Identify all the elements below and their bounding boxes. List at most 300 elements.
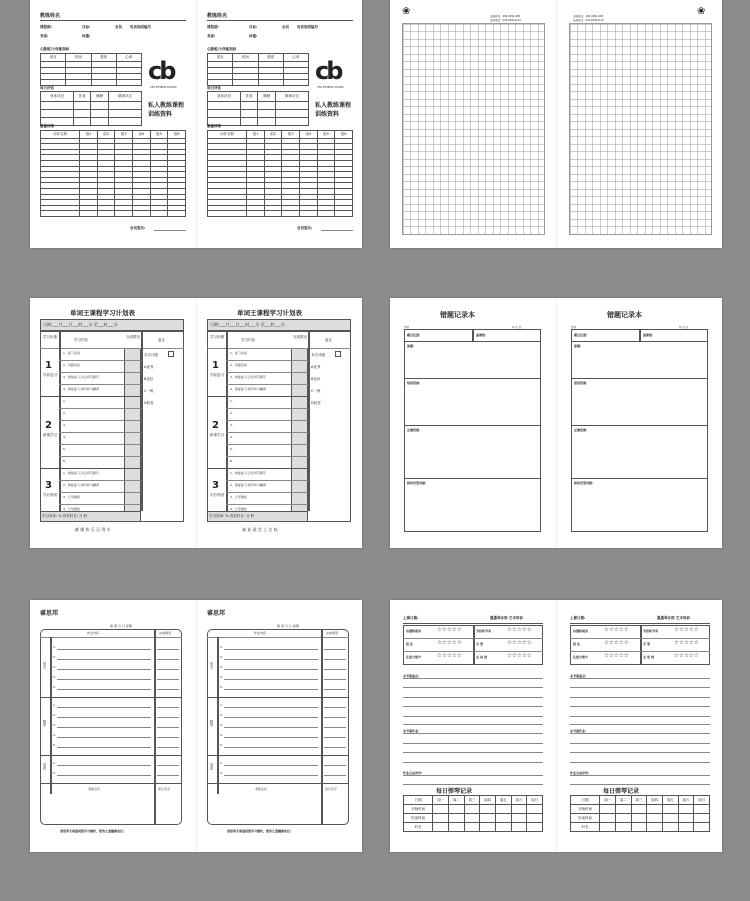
table-cell[interactable] (300, 211, 318, 217)
teacher-comment-label: 老师点评 (255, 787, 268, 791)
record-cell[interactable] (647, 823, 663, 832)
status-header: 完成情况 (326, 631, 339, 635)
table-cell[interactable] (283, 80, 308, 86)
rating-label: 节拍和节奏 (643, 629, 659, 633)
step-name: 学前复习 (43, 373, 57, 377)
record-cell[interactable] (527, 805, 543, 814)
cartoon-icon: ❀ (402, 6, 411, 17)
trainer-title: 教练姓名 (207, 13, 228, 19)
study-item: 1、复习旧词 (63, 351, 80, 355)
weight-training-table (40, 130, 186, 217)
study-item: 4、智能复习-拼写听力翻译 (230, 387, 266, 391)
table-cell[interactable] (41, 211, 80, 217)
weight-training-table (207, 130, 353, 217)
table-cell[interactable] (282, 211, 300, 217)
record-header: 周一 (433, 796, 449, 805)
program-subtitle: 训练资料 (315, 111, 340, 118)
star-rating[interactable]: ☆☆☆☆☆ (674, 627, 699, 633)
record-header: 周日 (694, 796, 710, 805)
content-header: 作业内容 (87, 631, 100, 635)
wrong-label: 错误答案: (574, 381, 588, 385)
table-header: 组3 (282, 131, 300, 139)
record-header: 周四 (647, 796, 663, 805)
eval-section-title: 每日评估 (207, 86, 221, 90)
table-cell[interactable] (150, 211, 168, 217)
record-cell[interactable] (616, 823, 632, 832)
record-cell[interactable] (449, 814, 465, 823)
similar-label: 相同类型再做: (574, 481, 594, 485)
table-header: 动作名称 (208, 131, 247, 139)
line-number: 2. (220, 655, 223, 659)
record-cell[interactable] (433, 823, 449, 832)
header-notes: 备注 (158, 338, 165, 342)
table-header: 强度 (258, 54, 283, 62)
line-number: 2. (53, 771, 56, 775)
practice-record-table (403, 795, 543, 832)
table-cell[interactable] (41, 102, 74, 110)
rating-label: 指 法 (573, 642, 581, 646)
table-cell[interactable] (80, 211, 98, 217)
date-line: 第 周 月 日 星期 (110, 624, 132, 628)
table-cell[interactable] (115, 211, 133, 217)
rating-option: C一般 (311, 389, 321, 393)
homework-label: 本节课作业: (403, 729, 420, 733)
study-item: 2、 (63, 411, 68, 415)
line-number: 4. (53, 675, 56, 679)
header-notes: 备注 (325, 338, 332, 342)
table-cell[interactable] (258, 80, 283, 86)
study-item: 1、 (230, 399, 235, 403)
piano-spread (390, 600, 722, 852)
record-cell[interactable] (480, 814, 496, 823)
program-title: 私人教练课程 (148, 102, 185, 109)
signature-label: 会员签名: (130, 226, 146, 230)
header-content: 学习内容 (241, 338, 255, 342)
class-date-label: 上课日期: (403, 616, 419, 620)
importance-label: 重要性: (476, 333, 487, 337)
star-rating[interactable]: ☆☆☆☆☆ (437, 653, 462, 659)
table-header: 心率 (116, 54, 141, 62)
brand-logo: 睿思邦 (207, 610, 226, 617)
table-cell[interactable] (317, 211, 335, 217)
error-book-page (556, 298, 722, 548)
error-book-spread (390, 298, 722, 548)
study-item: 1、 (63, 399, 68, 403)
record-cell[interactable] (527, 823, 543, 832)
footer-slogan: 睿思邦大家庭祝您学习愉快，您的儿童健康成长！ (60, 829, 127, 833)
rating-option: B良好 (144, 377, 154, 381)
signature-label: 会员签名: (297, 226, 313, 230)
record-cell[interactable] (480, 805, 496, 814)
table-cell[interactable] (208, 211, 247, 217)
table-header: 身体状况 (41, 92, 74, 102)
record-cell[interactable] (449, 823, 465, 832)
record-row-label: 时长 (404, 823, 433, 832)
table-cell[interactable] (41, 110, 74, 118)
subject-name: 英语 (210, 763, 214, 770)
record-cell[interactable] (511, 823, 527, 832)
subject-name: 语文 (210, 662, 214, 669)
record-cell[interactable] (464, 805, 480, 814)
star-rating[interactable]: ☆☆☆☆☆ (507, 640, 532, 646)
goal-label: 目标: (249, 25, 258, 29)
office-phone: 总部电话：010-64914112 (490, 19, 521, 22)
record-row-label: 开始时间 (404, 805, 433, 814)
step-number: 2 (212, 420, 219, 431)
table-cell[interactable] (133, 211, 151, 217)
rating-option: 本次评级 (311, 353, 325, 357)
record-cell[interactable] (662, 823, 678, 832)
header-step: 学习步骤 (43, 335, 57, 339)
record-cell[interactable] (678, 814, 694, 823)
record-cell[interactable] (616, 805, 632, 814)
record-header: 周一 (600, 796, 616, 805)
record-cell[interactable] (694, 823, 710, 832)
source-label: 题目位置: (407, 333, 421, 337)
table-cell[interactable] (66, 80, 91, 86)
table-header: 睡眠 (258, 92, 276, 102)
record-cell[interactable] (647, 805, 663, 814)
subject-label: 学科 (571, 326, 577, 329)
wrong-label: 错误答案: (407, 381, 421, 385)
table-header: 项目 (41, 54, 66, 62)
word-plan-spread (30, 298, 362, 548)
star-rating[interactable]: ☆☆☆☆☆ (437, 640, 462, 646)
question-label: 原题: (574, 344, 582, 348)
table-cell[interactable] (97, 211, 115, 217)
table-cell[interactable] (264, 211, 282, 217)
record-cell[interactable] (694, 805, 710, 814)
record-header: 周二 (616, 796, 632, 805)
line-number: 1. (220, 761, 223, 765)
rating-label: 识谱和视奏 (573, 629, 589, 633)
line-number: 4. (220, 733, 223, 737)
line-number: 5. (53, 743, 56, 747)
record-header: 周五 (495, 796, 511, 805)
table-header: 心率 (283, 54, 308, 62)
record-cell[interactable] (600, 823, 616, 832)
study-item: 6、 (63, 459, 68, 463)
rating-option: C一般 (144, 389, 154, 393)
star-rating[interactable]: ☆☆☆☆☆ (604, 627, 629, 633)
table-cell[interactable] (276, 110, 309, 118)
focus-label: 本节课重点: (403, 674, 420, 678)
fitness-page (30, 0, 196, 248)
table-cell[interactable] (208, 80, 233, 86)
table-header: 动作名称 (41, 131, 80, 139)
record-cell[interactable] (511, 805, 527, 814)
date-line: 第 周 月 日 星期 (277, 624, 299, 628)
table-header: 组6 (168, 131, 186, 139)
star-rating[interactable]: ☆☆☆☆☆ (604, 640, 629, 646)
table-header: 组1 (247, 131, 265, 139)
table-header: 项目 (208, 54, 233, 62)
rating-option: A优秀 (311, 365, 321, 369)
date-line: 日期:___月___日___时___分 至___时___分 (43, 322, 118, 327)
star-rating[interactable]: ☆☆☆☆☆ (507, 653, 532, 659)
weight-label: 体重: (249, 34, 258, 38)
table-cell[interactable] (116, 80, 141, 86)
line-number: 4. (53, 733, 56, 737)
line-number: 4. (220, 675, 223, 679)
study-item: 3、智能复习-记忆听写默写 (230, 375, 266, 379)
step-number: 1 (212, 360, 219, 371)
hotline: 全国热线：400-0991-963 (490, 15, 521, 18)
record-cell[interactable] (662, 805, 678, 814)
grid-area[interactable] (402, 23, 545, 235)
trainer-title: 教练姓名 (40, 13, 61, 19)
goal-label: 目标: (82, 25, 91, 29)
table-header: 时间 (233, 54, 258, 62)
table-cell[interactable] (335, 211, 353, 217)
study-item: 5、 (230, 447, 235, 451)
grid-area[interactable] (569, 23, 712, 235)
study-item: 6、 (230, 459, 235, 463)
record-cell[interactable] (527, 814, 543, 823)
table-cell[interactable] (91, 80, 116, 86)
table-cell[interactable] (109, 118, 142, 126)
table-cell[interactable] (240, 110, 258, 118)
table-header: 精神状态 (109, 92, 142, 102)
table-cell[interactable] (276, 102, 309, 110)
table-header: 组3 (115, 131, 133, 139)
rating-option: 本次评级 (144, 353, 158, 357)
fitness-spread (30, 0, 362, 248)
table-cell[interactable] (73, 102, 91, 110)
record-title: 每日弹琴记录 (436, 788, 473, 795)
piano-page (390, 600, 556, 852)
header-status: 完成情况 (126, 335, 140, 339)
line-number: 1. (53, 703, 56, 707)
table-cell[interactable] (168, 211, 186, 217)
record-cell[interactable] (433, 814, 449, 823)
study-item: 3、智能复习-记忆听写默写 (63, 375, 99, 379)
table-cell[interactable] (73, 118, 91, 126)
homework-spread (30, 600, 362, 852)
program-title: 私人教练课程 (315, 102, 352, 109)
line-number: 5. (220, 743, 223, 747)
word-plan-page (196, 298, 362, 548)
table-cell[interactable] (208, 110, 241, 118)
member-label: 会员 (282, 25, 289, 29)
weight-label: 体重: (82, 34, 91, 38)
focus-label: 本节课重点: (570, 674, 587, 678)
line-number: 1. (220, 645, 223, 649)
cardio-table (40, 53, 142, 86)
cardio-section-title: 心肺能力/体能指标 (40, 47, 70, 51)
line-number: 2. (220, 771, 223, 775)
record-cell[interactable] (495, 823, 511, 832)
parent-signature-label: 家长签字 (325, 787, 338, 791)
study-item: 3、已学测试 (63, 495, 80, 499)
table-cell[interactable] (109, 110, 142, 118)
table-header: 组2 (97, 131, 115, 139)
height-label: 身高: (40, 34, 49, 38)
record-cell[interactable] (631, 823, 647, 832)
table-cell[interactable] (73, 110, 91, 118)
record-cell[interactable] (511, 814, 527, 823)
record-cell[interactable] (600, 814, 616, 823)
rating-label: 节拍和节奏 (476, 629, 492, 633)
cardio-section-title: 心肺能力/体能指标 (207, 47, 237, 51)
line-number: 1. (53, 645, 56, 649)
evaluation-label: 作业完成评价: (570, 771, 590, 775)
practice-record-table (570, 795, 710, 832)
table-cell[interactable] (91, 118, 109, 126)
record-cell[interactable] (631, 805, 647, 814)
record-cell[interactable] (631, 814, 647, 823)
record-header: 周六 (678, 796, 694, 805)
eval-table (207, 91, 309, 126)
record-cell[interactable] (678, 805, 694, 814)
record-cell[interactable] (464, 823, 480, 832)
study-item: 4、智能复习-拼写听力翻译 (63, 387, 99, 391)
record-header: 周六 (511, 796, 527, 805)
line-number: 5. (220, 685, 223, 689)
table-cell[interactable] (258, 102, 276, 110)
line-number: 3. (220, 665, 223, 669)
rating-label: 注意力集中 (406, 655, 422, 659)
slogan: 减 复 就 会 上 名 校 (242, 527, 278, 532)
similar-label: 相同类型再做: (407, 481, 427, 485)
studio-logo: cb (315, 57, 341, 85)
word-plan-page (30, 298, 196, 548)
record-cell[interactable] (600, 805, 616, 814)
table-cell[interactable] (91, 110, 109, 118)
correct-label: 正确答案: (407, 428, 421, 432)
efficiency-footer: 学习效率: % 有效时长: 分 秒 (42, 514, 88, 518)
step-name: 学前复习 (210, 373, 224, 377)
parent-signature-label: 家长签字 (158, 787, 171, 791)
error-book-title: 错题记录本 (607, 311, 642, 319)
star-rating[interactable]: ☆☆☆☆☆ (507, 627, 532, 633)
line-number: 5. (53, 685, 56, 689)
importance-label: 重要性: (643, 333, 654, 337)
step-name: 新课学习 (43, 433, 57, 437)
error-book-title: 错题记录本 (440, 311, 475, 319)
record-cell[interactable] (662, 814, 678, 823)
table-header: 睡眠 (91, 92, 109, 102)
star-rating[interactable]: ☆☆☆☆☆ (437, 627, 462, 633)
table-cell[interactable] (240, 102, 258, 110)
record-cell[interactable] (464, 814, 480, 823)
line-number: 2. (220, 713, 223, 717)
step-number: 1 (45, 360, 52, 371)
record-cell[interactable] (647, 814, 663, 823)
record-cell[interactable] (495, 805, 511, 814)
record-header: 周二 (449, 796, 465, 805)
record-cell[interactable] (480, 823, 496, 832)
date-line: 日期:___月___日___时___分 至___时___分 (210, 322, 285, 327)
table-cell[interactable] (208, 102, 241, 110)
record-header: 周四 (480, 796, 496, 805)
study-item: 5、 (63, 447, 68, 451)
member-label: 会员 (115, 25, 122, 29)
grid-spread (390, 0, 722, 248)
table-cell[interactable] (258, 118, 276, 126)
table-cell[interactable] (276, 118, 309, 126)
study-item: 2、巩固旧词 (63, 363, 80, 367)
study-item: 2、智能复习-拼写听力翻译 (63, 483, 99, 487)
course-label: 课程期: (207, 25, 219, 29)
table-cell[interactable] (240, 118, 258, 126)
table-header: 组1 (80, 131, 98, 139)
star-rating[interactable]: ☆☆☆☆☆ (604, 653, 629, 659)
table-cell[interactable] (109, 102, 142, 110)
table-header: 时间 (66, 54, 91, 62)
study-item: 1、智能复习-记忆听写默写 (230, 471, 266, 475)
table-cell[interactable] (233, 80, 258, 86)
record-row-label: 时长 (571, 823, 600, 832)
studio-name: CFG FITNESS STUDIO (317, 86, 344, 89)
line-number: 1. (220, 703, 223, 707)
school-name: 墨墨琴乐馆·艺术培训 (490, 616, 523, 620)
study-item: 2、智能复习-拼写听力翻译 (230, 483, 266, 487)
record-header: 周三 (464, 796, 480, 805)
phone-label: 电话说明编号 (130, 25, 151, 29)
rating-checkbox[interactable] (335, 351, 341, 357)
record-cell[interactable] (678, 823, 694, 832)
table-header: 组4 (133, 131, 151, 139)
question-label: 原题: (407, 344, 415, 348)
line-number: 1. (53, 761, 56, 765)
homework-page (196, 600, 362, 852)
cartoon-icon: ❀ (697, 6, 706, 17)
homework-label: 本节课作业: (570, 729, 587, 733)
record-cell[interactable] (495, 814, 511, 823)
subject-name: 数学 (210, 720, 214, 727)
record-cell[interactable] (433, 805, 449, 814)
office-phone: 总部电话：010-64914112 (573, 19, 604, 22)
star-rating[interactable]: ☆☆☆☆☆ (674, 653, 699, 659)
correct-label: 正确答案: (574, 428, 588, 432)
record-cell[interactable] (694, 814, 710, 823)
step-name: 新课学习 (210, 433, 224, 437)
record-cell[interactable] (616, 814, 632, 823)
study-item: 1、复习旧词 (230, 351, 247, 355)
studio-name: CFG FITNESS STUDIO (150, 86, 177, 89)
plan-title: 单词王课程学习计划表 (237, 309, 302, 317)
record-cell[interactable] (449, 805, 465, 814)
record-row-label: 结束时间 (404, 814, 433, 823)
rating-option: A优秀 (144, 365, 154, 369)
cardio-table (207, 53, 309, 86)
rating-checkbox[interactable] (168, 351, 174, 357)
study-item: 4、已学测试 (230, 507, 247, 511)
table-header: 强度 (91, 54, 116, 62)
study-item: 4、 (63, 435, 68, 439)
class-date-label: 上课日期: (570, 616, 586, 620)
rating-label: 识谱和视奏 (406, 629, 422, 633)
table-cell[interactable] (91, 102, 109, 110)
footer-slogan: 睿思邦大家庭祝您学习愉快，您的儿童健康成长！ (227, 829, 294, 833)
table-header: 组2 (264, 131, 282, 139)
source-label: 题目位置: (574, 333, 588, 337)
header-content: 学习内容 (74, 338, 88, 342)
rating-label: 指 法 (406, 642, 414, 646)
table-cell[interactable] (41, 80, 66, 86)
header-status: 完成情况 (293, 335, 307, 339)
rating-label: 手 型 (643, 642, 651, 646)
record-title: 每日弹琴记录 (603, 788, 640, 795)
table-cell[interactable] (258, 110, 276, 118)
star-rating[interactable]: ☆☆☆☆☆ (674, 640, 699, 646)
header-step: 学习步骤 (210, 335, 224, 339)
line-number: 2. (53, 655, 56, 659)
table-cell[interactable] (247, 211, 265, 217)
table-header: 饮食 (73, 92, 91, 102)
program-subtitle: 训练资料 (148, 111, 173, 118)
